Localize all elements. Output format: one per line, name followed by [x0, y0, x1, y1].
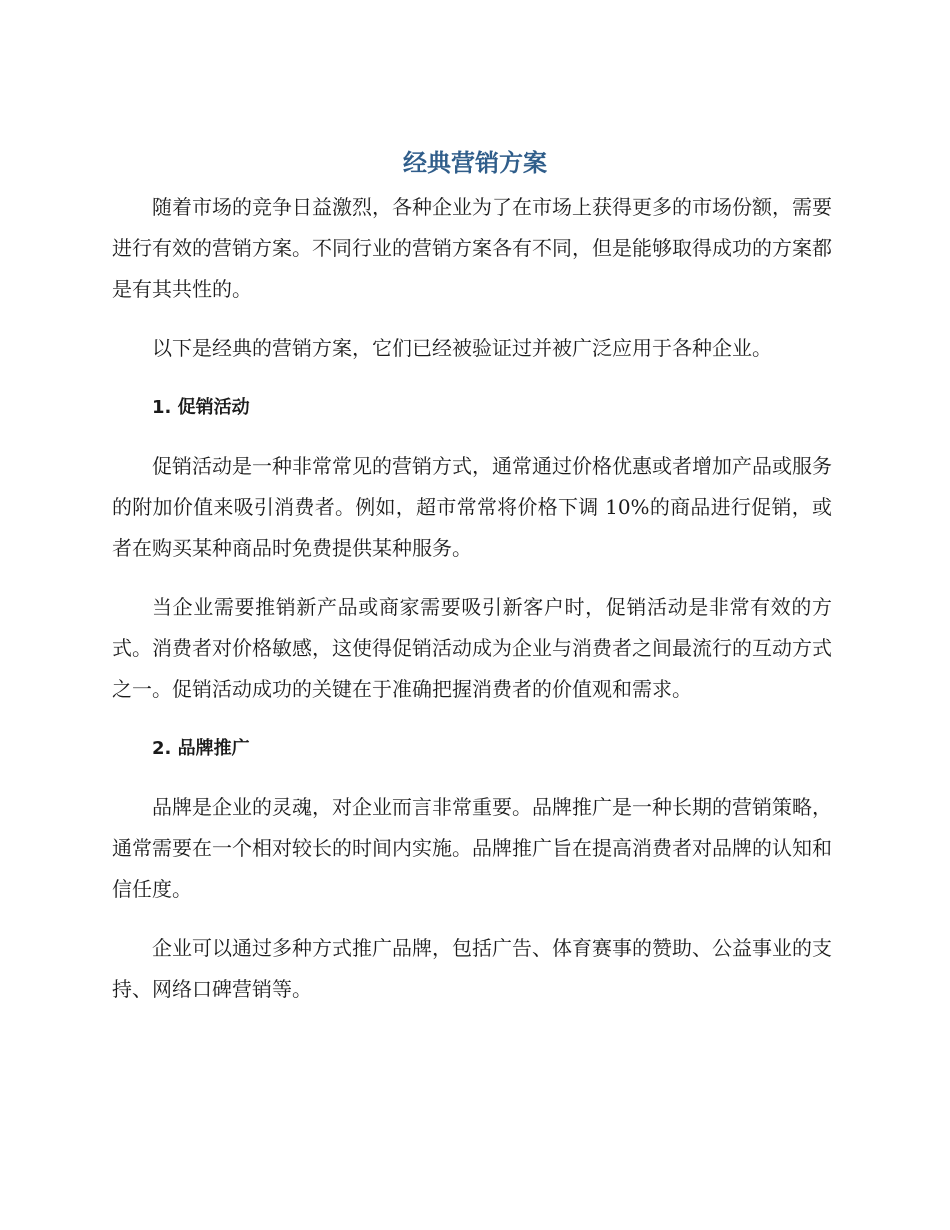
intro-paragraph-2: 以下是经典的营销方案，它们已经被验证过并被广泛应用于各种企业。 [152, 336, 772, 360]
intro-paragraph-1: 随着市场的竞争日益激烈，各种企业为了在市场上获得更多的市场份额，需要进行有效的营销方案。不同行业的营销方案各有不同，但是能够取得成功的方案都是有其共性的。 [112, 195, 832, 301]
promotion-paragraph-1: 促销活动是一种非常常见的营销方式，通常通过价格优惠或者增加产品或服务的附加价值来吸引消费者。例如，超市常常将价格下调 10%的商品进行促销，或者在购买某种商品时免费提供某种服务。 [112, 454, 832, 560]
section-heading-brand: 2. 品牌推广 [152, 738, 250, 759]
page-title: 经典营销方案 [403, 149, 547, 177]
brand-paragraph-2: 企业可以通过多种方式推广品牌，包括广告、体育赛事的赞助、公益事业的支持、网络口碑营销等。 [112, 936, 832, 1001]
document-body [112, 187, 832, 1028]
promotion-paragraph-2: 当企业需要推销新产品或商家需要吸引新客户时，促销活动是非常有效的方式。消费者对价格敏感，这使得促销活动成为企业与消费者之间最流行的互动方式之一。促销活动成功的关键在于准确把握消费者的价值观和需求。 [112, 595, 832, 701]
section-heading-promotion: 1. 促销活动 [152, 397, 250, 418]
brand-paragraph-1: 品牌是企业的灵魂，对企业而言非常重要。品牌推广是一种长期的营销策略，通常需要在一个相对较长的时间内实施。品牌推广旨在提高消费者对品牌的认知和信任度。 [112, 795, 832, 901]
